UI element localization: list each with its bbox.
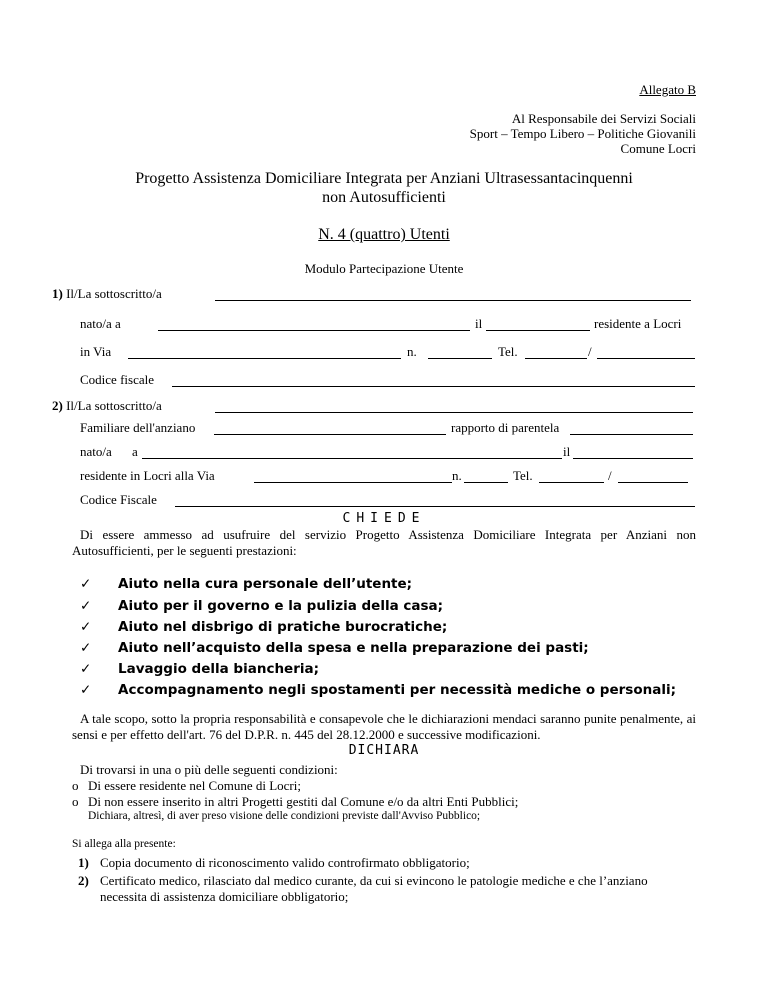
service-label: Aiuto nell’acquisto della spesa e nella preparazione dei pasti; [118,640,589,656]
section2-relationship-label: rapporto di parentela [451,420,560,435]
section2-birthdate-input[interactable] [573,458,693,459]
declaration-also: Dichiara, altresì, di aver preso visione delle condizioni previste dall'Avviso Pubblico; [88,810,481,822]
section1-tel-number-input[interactable] [597,358,695,359]
section1-tel-slash: / [588,344,592,359]
section2-number-input[interactable] [464,482,508,483]
section2-number: 2) [52,398,63,413]
section1-birthplace-input[interactable] [158,330,470,331]
section2-birthplace-input[interactable] [142,458,562,459]
service-item [80,682,676,698]
service-label: Aiuto nella cura personale dell’utente; [118,576,413,592]
condition-2-text: Di non essere inserito in altri Progetti gestiti dal Comune e/o da altri Enti Pubblici; [88,794,519,809]
condition-1-text: Di essere residente nel Comune di Locri; [88,778,301,793]
section1-number: 1) [52,286,63,301]
section2-n-label: n. [452,468,462,483]
service-item [80,619,447,635]
section2-a-label: a [132,444,138,459]
recipient-line-3: Comune Locri [620,141,696,156]
section2-family-label: Familiare dell'anziano [80,420,196,435]
section2-resident-label: residente in Locri alla Via [80,468,215,483]
chiede-text: Di essere ammesso ad usufruire del servizio Progetto Assistenza Domiciliare Integrata per Anziani non Autosufficienti, per le seguenti prestazioni: [72,527,696,558]
check-icon: ✓ [80,619,92,635]
check-icon: ✓ [80,661,92,677]
section2-tel-slash: / [608,468,612,483]
service-item [80,661,319,677]
users-count: N. 4 (quattro) Utenti [318,226,450,243]
section2-tax-code-label: Codice Fiscale [80,492,157,507]
section1-number-input[interactable] [428,358,492,359]
section2-family-input[interactable] [214,434,446,435]
service-label: Accompagnamento negli spostamenti per necessità mediche o personali; [118,682,676,698]
conditions-intro: Di trovarsi in una o più delle seguenti condizioni: [80,762,338,777]
section1-signer-label: Il/La sottoscritto/a [66,286,162,301]
attachment-2-number: 2) [78,873,89,888]
bullet-icon: o [72,794,79,809]
section1-birthdate-input[interactable] [486,330,590,331]
section1-row-signer [52,286,162,302]
section1-tel-prefix-input[interactable] [525,358,587,359]
section1-signer-input[interactable] [215,300,691,301]
check-icon: ✓ [80,682,92,698]
section2-row-signer [52,398,162,414]
section2-on-label: il [563,444,571,459]
service-item [80,640,589,656]
attachment-1-number: 1) [78,855,89,870]
attachments-intro: Si allega alla presente: [72,838,176,850]
section1-via-label: in Via [80,344,112,359]
section1-tax-code-input[interactable] [172,386,695,387]
attachment-2-text: Certificato medico, rilasciato dal medico curante, da cui si evincono le patologie mediche e che l’anziano [100,873,648,888]
section2-signer-input[interactable] [215,412,693,413]
section1-born-label: nato/a a [80,316,121,331]
section2-tel-label: Tel. [513,468,533,483]
section2-tel-number-input[interactable] [618,482,688,483]
section2-street-input[interactable] [254,482,452,483]
section1-tax-code-label: Codice fiscale [80,372,154,387]
project-title-line-2: non Autosufficienti [322,189,446,206]
service-item [80,598,443,614]
check-icon: ✓ [80,640,92,656]
check-icon: ✓ [80,598,92,614]
attachment-2 [78,873,648,889]
service-label: Lavaggio della biancheria; [118,661,320,677]
bullet-icon: o [72,778,79,793]
attachment-1 [78,855,470,871]
section2-tax-code-input[interactable] [175,506,695,507]
service-item [80,576,412,592]
chiede-heading: CHIEDE [342,511,426,526]
condition-1 [72,778,301,794]
service-label: Aiuto nel disbrigo di pratiche burocratiche; [118,619,448,635]
module-title: Modulo Partecipazione Utente [304,261,464,276]
dichiara-heading: DICHIARA [348,743,420,758]
project-title-line-1: Progetto Assistenza Domiciliare Integrata per Anziani Ultrasessantacinquenni [135,170,633,187]
section1-street-input[interactable] [128,358,401,359]
service-label: Aiuto per il governo e la pulizia della casa; [118,598,444,614]
declaration-intro: A tale scopo, sotto la propria responsabilità e consapevole che le dichiarazioni mendaci saranno punite penalmente, ai sensi e per effetto dell'art. 76 del D.P.R. n. 445 del 28.12.2000 e successive modificazioni. [72,711,696,742]
attachment-2-continuation: necessita di assistenza domiciliare obbligatorio; [100,889,349,904]
section1-tel-label: Tel. [498,344,518,359]
recipient-line-1: Al Responsabile dei Servizi Sociali [511,111,696,126]
condition-2 [72,794,518,810]
recipient-line-2: Sport – Tempo Libero – Politiche Giovanili [469,126,696,141]
check-icon: ✓ [80,576,92,592]
allegato-label: Allegato B [639,82,696,97]
section2-born-label: nato/a [80,444,112,459]
section2-signer-label: Il/La sottoscritto/a [66,398,162,413]
attachment-1-text: Copia documento di riconoscimento valido controfirmato obbligatorio; [100,855,470,870]
section2-tel-prefix-input[interactable] [539,482,604,483]
section2-relationship-input[interactable] [570,434,693,435]
section1-n-label: n. [407,344,417,359]
section1-resident-label: residente a Locri [594,316,682,331]
section1-on-label: il [475,316,483,331]
